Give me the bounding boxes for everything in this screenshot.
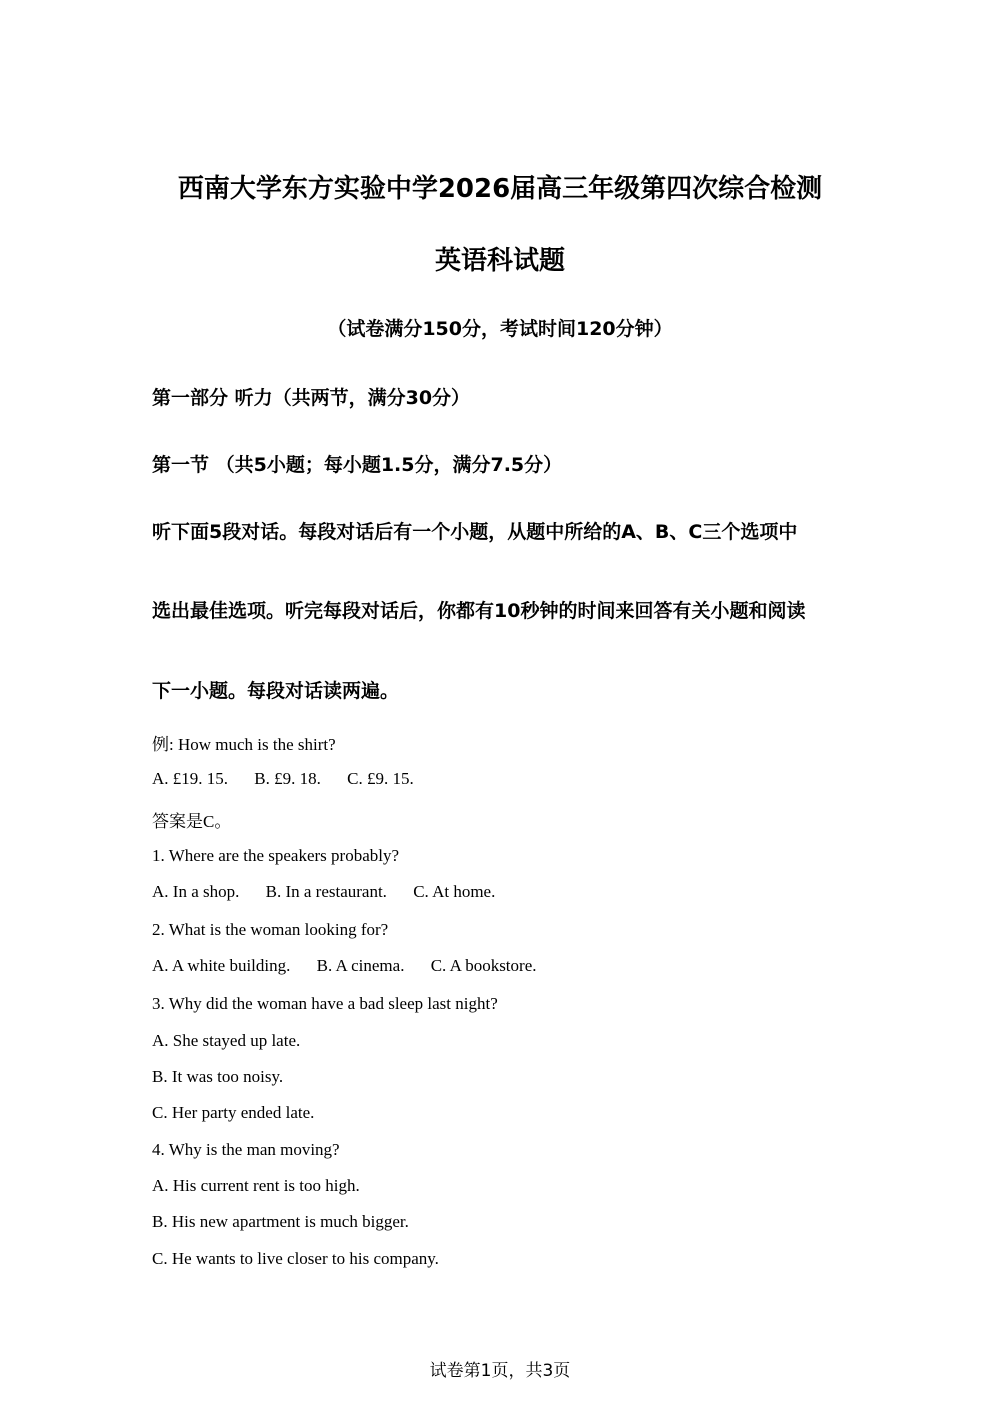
question-3-stem: 3. Why did the woman have a bad sleep last night? — [152, 994, 498, 1013]
question-1-option-a: A. In a shop. — [152, 882, 240, 901]
exam-info: （试卷满分150分，考试时间120分钟） — [327, 318, 673, 340]
question-1-options — [152, 882, 517, 902]
instruction-line-2: 选出最佳选项。听完每段对话后，你都有10秒钟的时间来回答有关小题和阅读 — [152, 600, 806, 622]
example-option-a: A. £19. 15. — [152, 769, 229, 788]
question-4-stem: 4. Why is the man moving? — [152, 1140, 340, 1159]
section1-heading: 第一节 （共5小题；每小题1.5分，满分7.5分） — [152, 454, 563, 476]
example-options — [152, 769, 436, 789]
example-option-c: C. £9. 15. — [347, 769, 414, 788]
question-2-option-c: C. A bookstore. — [430, 956, 537, 975]
question-1-option-b: B. In a restaurant. — [265, 882, 387, 901]
question-2-stem: 2. What is the woman looking for? — [152, 920, 389, 939]
example-option-b: B. £9. 18. — [254, 769, 321, 788]
page-footer: 试卷第1页，共3页 — [429, 1361, 571, 1381]
question-3-option-a: A. She stayed up late. — [152, 1031, 301, 1050]
instruction-line-1: 听下面5段对话。每段对话后有一个小题，从题中所给的A、B、C三个选项中 — [152, 521, 798, 543]
question-4-option-c: C. He wants to live closer to his company. — [152, 1249, 439, 1268]
part1-heading: 第一部分 听力（共两节，满分30分） — [152, 387, 471, 409]
exam-subject-title: 英语科试题 — [434, 246, 565, 276]
example-question: 例: How much is the shirt? — [152, 735, 336, 754]
question-4-option-b: B. His new apartment is much bigger. — [152, 1212, 409, 1231]
question-2-option-b: B. A cinema. — [316, 956, 405, 975]
question-1-option-c: C. At home. — [413, 882, 496, 901]
question-4-option-a: A. His current rent is too high. — [152, 1176, 360, 1195]
question-2-options — [152, 956, 559, 976]
question-3-option-b: B. It was too noisy. — [152, 1067, 284, 1086]
question-3-option-c: C. Her party ended late. — [152, 1103, 315, 1122]
example-answer: 答案是C。 — [152, 812, 232, 831]
exam-title: 西南大学东方实验中学2026届高三年级第四次综合检测 — [177, 174, 823, 204]
question-1-stem: 1. Where are the speakers probably? — [152, 846, 400, 865]
instruction-line-3: 下一小题。每段对话读两遍。 — [152, 680, 400, 702]
question-2-option-a: A. A white building. — [152, 956, 291, 975]
